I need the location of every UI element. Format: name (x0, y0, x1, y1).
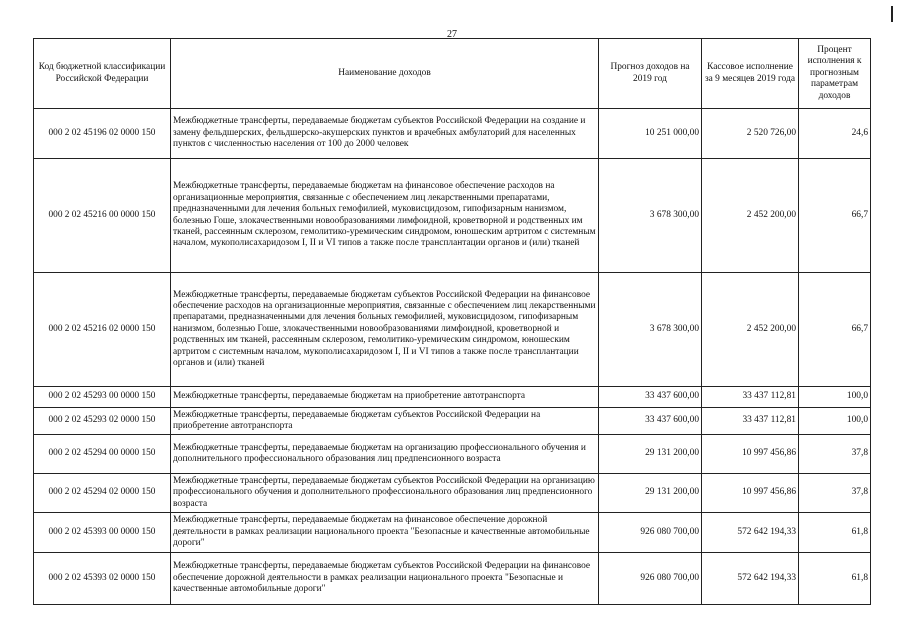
table-row (34, 159, 871, 273)
row-forecast: 926 080 700,00 (599, 553, 702, 605)
header-forecast: Прогноз доходов на 2019 год (599, 39, 702, 109)
row-code: 000 2 02 45216 02 0000 150 (34, 273, 171, 387)
row-percent: 66,7 (799, 273, 871, 387)
row-execution: 33 437 112,81 (702, 387, 799, 408)
row-percent: 37,8 (799, 474, 871, 513)
row-percent: 61,8 (799, 553, 871, 605)
table-row (34, 513, 871, 553)
row-forecast: 10 251 000,00 (599, 109, 702, 159)
row-forecast: 3 678 300,00 (599, 159, 702, 273)
row-code: 000 2 02 45196 02 0000 150 (34, 109, 171, 159)
row-percent: 61,8 (799, 513, 871, 553)
row-name: Межбюджетные трансферты, передаваемые бюджетам субъектов Российской Федерации на финансовое обеспечение дорожной деятельности в рамках реализации национального проекта "Безопасные и качественные автомобильные дороги" (171, 553, 599, 605)
row-percent: 24,6 (799, 109, 871, 159)
row-execution: 572 642 194,33 (702, 553, 799, 605)
row-name: Межбюджетные трансферты, передаваемые бюджетам на финансовое обеспечение расходов на организационные мероприятия, связанные с обеспечением лиц лекарственными препаратами, предназначенными для лечения больных гемофилией, муковисцидозом, гипофизарным нанизмом, болезнью Гоше, злокачественными новообразованиями лимфоидной, кроветворной и родственных им тканей, рассеянным склерозом, гемолитико-уремическим синдромом, юношеским артритом с системным началом, мукополисахаридозом I, II и VI типов а также после трансплантации органов и (или) тканей (171, 159, 599, 273)
header-execution: Кассовое исполнение за 9 месяцев 2019 года (702, 39, 799, 109)
row-name: Межбюджетные трансферты, передаваемые бюджетам субъектов Российской Федерации на приобретение автотранспорта (171, 408, 599, 435)
row-name: Межбюджетные трансферты, передаваемые бюджетам на приобретение автотранспорта (171, 387, 599, 408)
row-code: 000 2 02 45393 00 0000 150 (34, 513, 171, 553)
table-body (34, 109, 871, 605)
row-name: Межбюджетные трансферты, передаваемые бюджетам субъектов Российской Федерации на финансовое обеспечение расходов на организационные мероприятия, связанные с обеспечением лиц лекарственными препаратами, предназначенными для лечения больных гемофилией, муковисцидозом, гипофизарным нанизмом, болезнью Гоше, злокачественными новообразованиями лимфоидной, кроветворной и родственных им тканей, рассеянным склерозом, гемолитико-уремическим синдромом, юношеским артритом с системным началом, мукополисахаридозом I, II и VI типов а также после трансплантации органов и (или) тканей (171, 273, 599, 387)
header-code: Код бюджетной классификации Российской Федерации (34, 39, 171, 109)
row-execution: 2 452 200,00 (702, 273, 799, 387)
table-row (34, 408, 871, 435)
row-forecast: 926 080 700,00 (599, 513, 702, 553)
page-number: 27 (447, 29, 457, 40)
table-row (34, 474, 871, 513)
row-code: 000 2 02 45293 00 0000 150 (34, 387, 171, 408)
table-row (34, 387, 871, 408)
row-name: Межбюджетные трансферты, передаваемые бюджетам субъектов Российской Федерации на создание и замену фельдшерских, фельдшерско-акушерских пунктов и врачебных амбулаторий для населенных пунктов с численностью населения от 100 до 2000 человек (171, 109, 599, 159)
table-row (34, 553, 871, 605)
income-table (33, 38, 871, 605)
table-row (34, 435, 871, 474)
header-percent: Процент исполнения к прогнозным параметрам доходов (799, 39, 871, 109)
row-forecast: 29 131 200,00 (599, 435, 702, 474)
row-execution: 2 452 200,00 (702, 159, 799, 273)
row-code: 000 2 02 45393 02 0000 150 (34, 553, 171, 605)
row-code: 000 2 02 45294 02 0000 150 (34, 474, 171, 513)
row-percent: 37,8 (799, 435, 871, 474)
table-row (34, 273, 871, 387)
row-name: Межбюджетные трансферты, передаваемые бюджетам на организацию профессионального обучения и дополнительного профессионального образования лиц предпенсионного возраста (171, 435, 599, 474)
header-row (34, 39, 871, 109)
row-execution: 10 997 456,86 (702, 435, 799, 474)
row-name: Межбюджетные трансферты, передаваемые бюджетам субъектов Российской Федерации на организацию профессионального обучения и дополнительного профессионального образования лиц предпенсионного возраста (171, 474, 599, 513)
row-percent: 100,0 (799, 387, 871, 408)
row-forecast: 33 437 600,00 (599, 408, 702, 435)
row-code: 000 2 02 45216 00 0000 150 (34, 159, 171, 273)
table-header (34, 39, 871, 109)
row-percent: 100,0 (799, 408, 871, 435)
row-execution: 572 642 194,33 (702, 513, 799, 553)
row-code: 000 2 02 45294 00 0000 150 (34, 435, 171, 474)
row-percent: 66,7 (799, 159, 871, 273)
row-forecast: 29 131 200,00 (599, 474, 702, 513)
row-execution: 33 437 112,81 (702, 408, 799, 435)
scan-edge-mark (891, 6, 893, 22)
row-execution: 2 520 726,00 (702, 109, 799, 159)
row-code: 000 2 02 45293 02 0000 150 (34, 408, 171, 435)
table-row (34, 109, 871, 159)
row-forecast: 33 437 600,00 (599, 387, 702, 408)
header-name: Наименование доходов (171, 39, 599, 109)
row-execution: 10 997 456,86 (702, 474, 799, 513)
row-name: Межбюджетные трансферты, передаваемые бюджетам на финансовое обеспечение дорожной деятельности в рамках реализации национального проекта "Безопасные и качественные автомобильные дороги" (171, 513, 599, 553)
row-forecast: 3 678 300,00 (599, 273, 702, 387)
